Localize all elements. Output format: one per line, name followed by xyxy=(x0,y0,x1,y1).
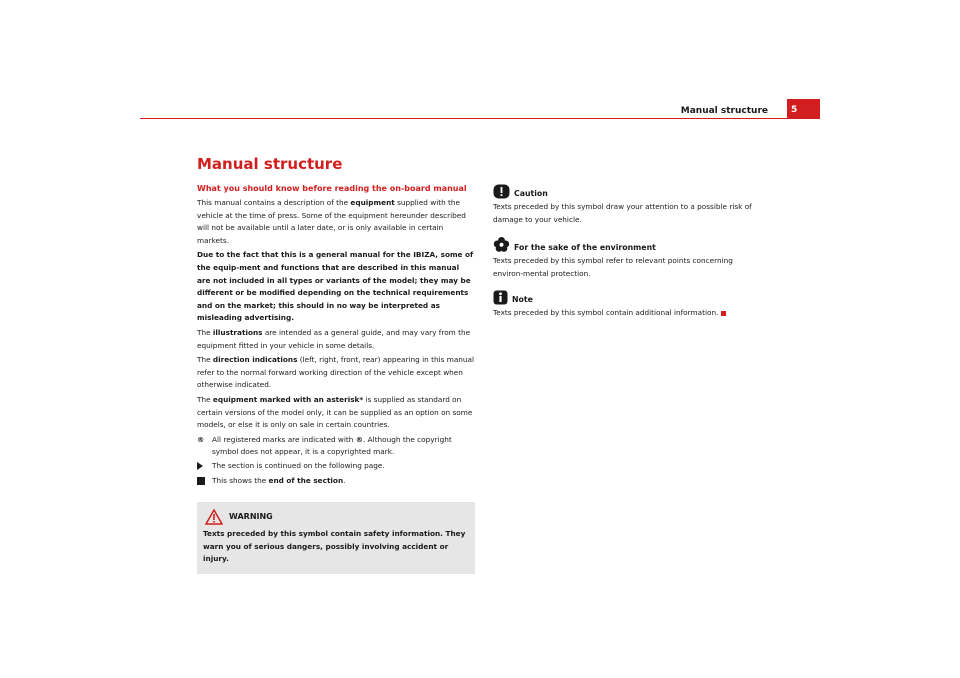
bullet-end-section xyxy=(197,475,475,490)
text: This manual contains a description of the xyxy=(197,198,351,207)
caution-heading-row xyxy=(493,184,763,199)
continue-arrow-icon xyxy=(197,462,203,470)
environment-text: Texts preceded by this symbol refer to relevant points concerning environ-mental protection. xyxy=(493,256,733,278)
text: is supplied as standard on certain versions of the model only, it can be supplied as an option on some models, or else it is only on sale in certain countries. xyxy=(197,394,473,430)
bullet-symbol xyxy=(197,460,212,475)
environment-section xyxy=(493,236,763,280)
bullet-registered xyxy=(197,434,475,459)
emphasis: illustrations xyxy=(212,327,263,337)
paragraph-general-manual xyxy=(197,249,475,325)
end-of-section-icon xyxy=(721,311,726,316)
bullet-continued xyxy=(197,460,475,475)
emphasis: equipment xyxy=(350,198,395,207)
warning-box xyxy=(197,502,475,574)
page-title: Manual structure xyxy=(197,155,343,173)
bullet-text: The section is continued on the following page. xyxy=(212,460,385,470)
caution-exclamation-icon xyxy=(493,184,510,199)
emphasis: equipment marked with an asterisk* xyxy=(212,394,364,404)
emphasis: Due to the fact that this is a general manual for the IBIZA, some of the equip-ment and functions that are described in this manual are not included in all types or variants of the model; they may be different or be modified depending on the technical requirements and on the market; this should in no way be interpreted as misleading advertising. xyxy=(197,250,474,323)
bullet-symbol xyxy=(197,475,212,490)
section-subtitle: What you should know before reading the on-board manual xyxy=(197,184,467,193)
warning-heading: WARNING xyxy=(229,511,273,521)
header-rule xyxy=(140,118,820,119)
text: (left, right, front, rear) appearing in this manual refer to the normal forward working direction of the vehicle except when otherwise indicated. xyxy=(197,355,475,390)
paragraph-illustrations xyxy=(197,327,475,352)
warning-triangle-icon xyxy=(205,509,223,525)
text: supplied with the vehicle at the time of press. Some of the equipment hereunder described will not be available until a later date, or is only available in certain markets. xyxy=(197,198,466,245)
running-header-title: Manual structure xyxy=(680,106,768,116)
text: . Although the copyright symbol does not appear, it is a copyrighted mark. xyxy=(212,434,452,457)
text: The xyxy=(197,355,213,365)
right-column xyxy=(493,184,763,330)
bullet-text xyxy=(212,475,475,490)
text: All registered marks are indicated with xyxy=(212,434,356,444)
note-section xyxy=(493,290,763,320)
page-number: 5 xyxy=(787,99,820,119)
emphasis: direction indications xyxy=(212,355,298,365)
text: The xyxy=(197,394,213,404)
note-info-icon xyxy=(493,290,508,305)
text: . xyxy=(343,476,346,486)
paragraph-asterisk xyxy=(197,394,475,432)
environment-heading-row xyxy=(493,236,763,253)
environment-flower-icon xyxy=(493,236,510,253)
warning-text: Texts preceded by this symbol contain safety information. They warn you of serious dangers, possibly involving accident or injury. xyxy=(203,529,466,564)
text: This shows the xyxy=(212,476,269,486)
emphasis: end of the section xyxy=(268,476,344,486)
note-heading-row xyxy=(493,290,763,305)
paragraph-equipment xyxy=(197,197,475,247)
end-of-section-icon xyxy=(197,477,205,485)
left-column xyxy=(197,156,475,574)
note-heading: Note xyxy=(512,295,533,305)
warning-heading-row xyxy=(205,509,469,525)
environment-heading: For the sake of the environment xyxy=(514,243,656,253)
caution-section xyxy=(493,184,763,226)
text: The xyxy=(197,327,213,337)
caution-text: Texts preceded by this symbol draw your attention to a possible risk of damage to your vehicle. xyxy=(493,202,752,224)
emphasis: ® xyxy=(355,434,364,444)
caution-heading: Caution xyxy=(514,189,548,198)
registered-mark-icon: ® xyxy=(197,434,205,444)
note-text xyxy=(493,307,763,320)
text: are intended as a general guide, and may vary from the equipment fitted in your vehicle in some details. xyxy=(197,327,471,350)
bullet-text xyxy=(212,434,475,459)
text: Texts preceded by this symbol contain additional information. xyxy=(493,308,719,318)
paragraph-directions xyxy=(197,354,475,392)
